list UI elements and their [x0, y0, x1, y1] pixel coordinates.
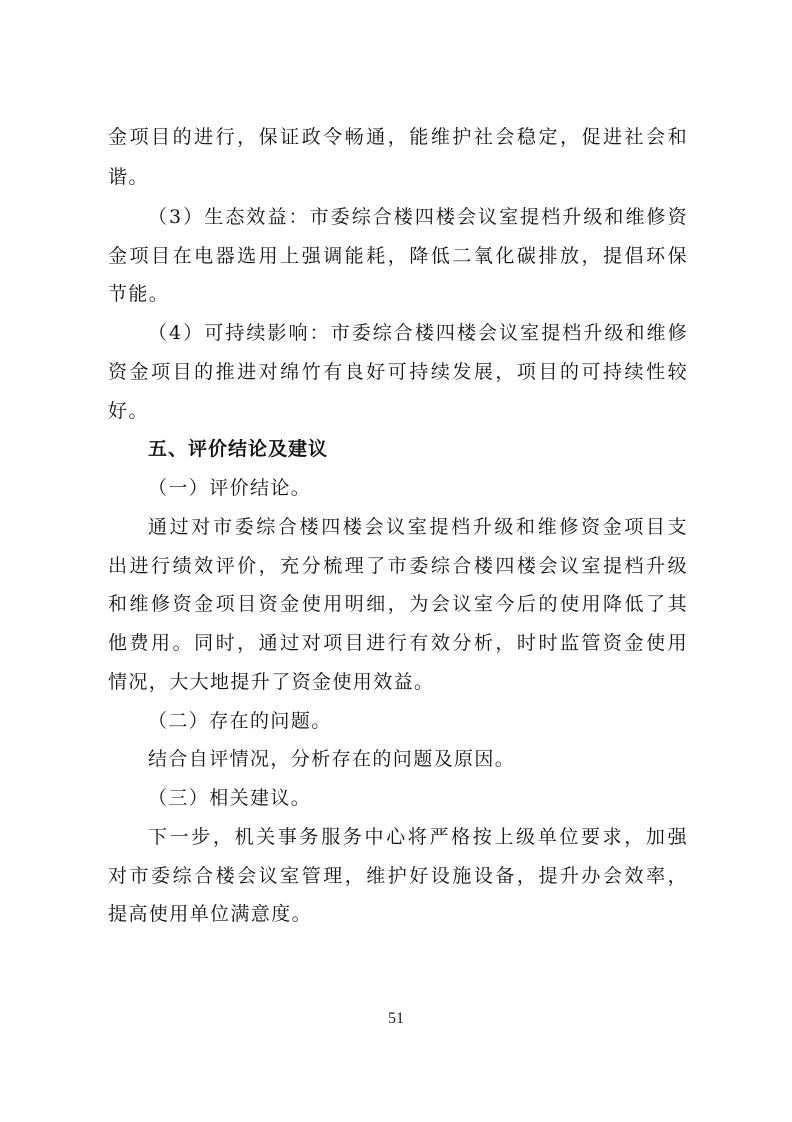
subsection-heading: （二）存在的问题。	[148, 710, 332, 732]
body-line: 情况，大大地提升了资金使用效益。	[108, 671, 435, 693]
body-line: 资金项目的推进对绵竹有良好可持续发展，项目的可持续性较	[108, 361, 688, 383]
body-line: 提高使用单位满意度。	[108, 903, 313, 925]
body-line: 节能。	[108, 283, 170, 305]
body-line: 对市委综合楼会议室管理，维护好设施设备，提升办会效率，	[108, 865, 688, 887]
body-line: （4）可持续影响：市委综合楼四楼会议室提档升级和维修	[148, 322, 688, 344]
subsection-heading: （一）评价结论。	[148, 477, 312, 499]
body-line: （3）生态效益：市委综合楼四楼会议室提档升级和维修资	[148, 206, 688, 228]
body-line: 金项目的进行，保证政令畅通，能维护社会稳定，促进社会和	[108, 126, 688, 148]
section-heading: 五、评价结论及建议	[148, 438, 329, 460]
body-line: 通过对市委综合楼四楼会议室提档升级和维修资金项目支	[148, 516, 688, 538]
body-line: 结合自评情况，分析存在的问题及原因。	[148, 748, 516, 770]
body-line: 好。	[108, 400, 149, 422]
body-line: 和维修资金项目资金使用明细，为会议室今后的使用降低了其	[108, 593, 688, 615]
body-line: 金项目在电器选用上强调能耗，降低二氧化碳排放，提倡环保	[108, 245, 688, 267]
subsection-heading: （三）相关建议。	[148, 787, 312, 809]
page-number: 51	[388, 1010, 404, 1027]
body-line: 谐。	[108, 166, 149, 188]
body-line: 下一步，机关事务服务中心将严格按上级单位要求，加强	[148, 826, 688, 848]
body-line: 他费用。同时，通过对项目进行有效分析，时时监管资金使用	[108, 632, 688, 654]
body-line: 出进行绩效评价，充分梳理了市委综合楼四楼会议室提档升级	[108, 555, 688, 577]
